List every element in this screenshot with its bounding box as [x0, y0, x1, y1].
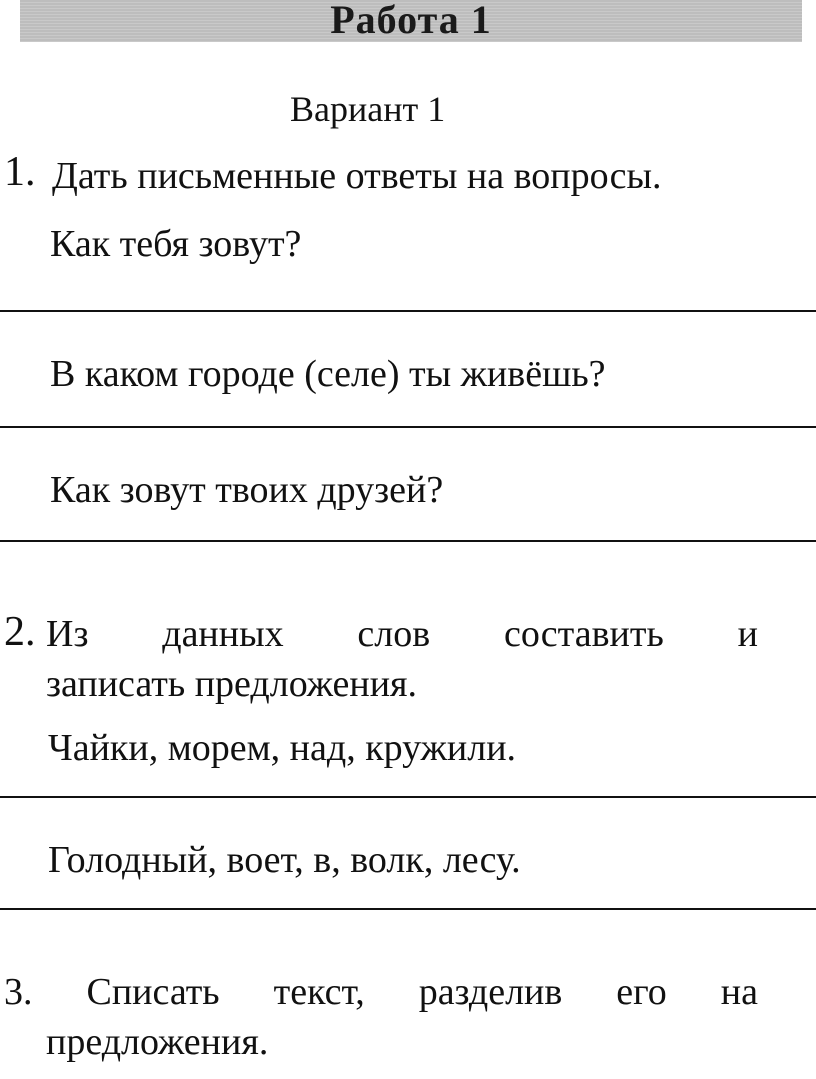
answer-line	[0, 908, 816, 910]
task3-instruction-line1	[4, 970, 758, 1014]
task2-word: данных	[162, 613, 284, 655]
task2-word: слов	[357, 613, 431, 655]
variant-label: Вариант 1	[290, 89, 446, 129]
header-bar	[20, 0, 802, 42]
task3-word: его	[616, 971, 667, 1013]
task3-number: 3.	[4, 971, 33, 1013]
task2-instruction-line1	[46, 612, 758, 656]
task3-word: на	[720, 971, 758, 1013]
task2-number: 2.	[4, 609, 36, 655]
task3-word: текст,	[273, 971, 365, 1013]
task3-word: разделив	[418, 971, 563, 1013]
task3-word: Списать	[86, 971, 220, 1013]
answer-line	[0, 310, 816, 312]
task1-question-3: Как зовут твоих друзей?	[50, 469, 444, 511]
task2-word: и	[737, 613, 758, 655]
task3-instruction-line2: предложения.	[46, 1021, 269, 1063]
answer-line	[0, 796, 816, 798]
page-title: Работа 1	[330, 0, 492, 42]
task2-word: Из	[46, 613, 89, 655]
task2-sentence-2: Голодный, воет, в, волк, лесу.	[48, 839, 521, 881]
answer-line	[0, 426, 816, 428]
task1-number: 1.	[4, 149, 36, 195]
task2-word: составить	[503, 613, 664, 655]
answer-line	[0, 540, 816, 542]
task1-question-2: В каком городе (селе) ты живёшь?	[50, 353, 606, 395]
task1-instruction: Дать письменные ответы на вопросы.	[52, 155, 662, 197]
task2-instruction-line2: записать предложения.	[46, 663, 418, 705]
task1-question-1: Как тебя зовут?	[50, 223, 302, 265]
task2-sentence-1: Чайки, морем, над, кружили.	[48, 727, 517, 769]
